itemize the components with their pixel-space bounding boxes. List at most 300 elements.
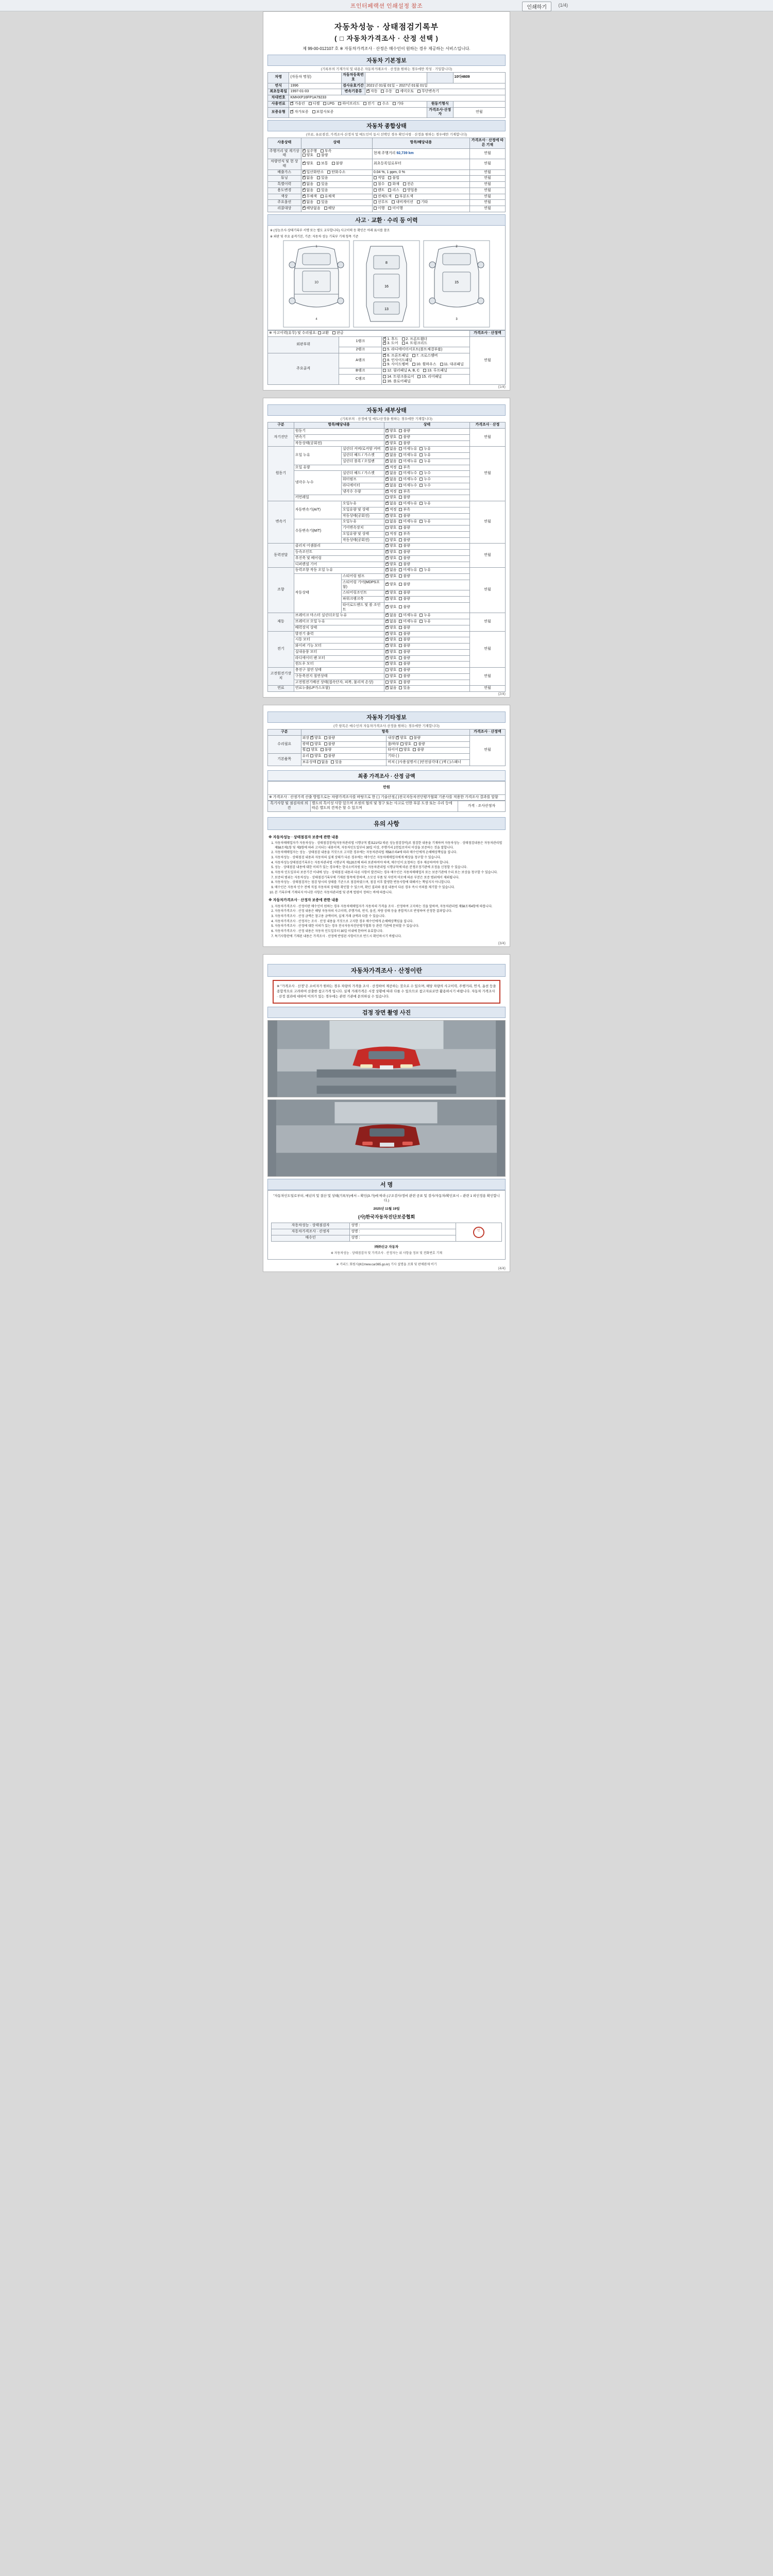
row-label-year: 차량연식 및 현 상태 bbox=[268, 159, 301, 170]
el-blower-bad[interactable]: 불량 bbox=[399, 650, 410, 655]
detail-state-blower bbox=[384, 649, 469, 655]
label-vin: 차대번호 bbox=[268, 95, 289, 101]
at-qty-ok[interactable]: ✓ 적정 bbox=[385, 508, 397, 513]
hv-batt-bad[interactable]: 불량 bbox=[399, 674, 410, 679]
cool-pump-leak[interactable]: 누수 bbox=[419, 478, 431, 482]
fuel-opt-gasoline[interactable]: ✓ 가솔린 bbox=[290, 102, 305, 107]
panel-item-fender[interactable]: 2. 프론트휀더 bbox=[402, 337, 428, 342]
other-item-polish: 광택 양호 불량 bbox=[301, 741, 386, 748]
cool-qty-low[interactable]: 부족 bbox=[399, 490, 410, 495]
car-diagram-front bbox=[283, 240, 350, 328]
detail-sub-block: 실린더 블록 / 오일팬 bbox=[341, 459, 384, 465]
detail-state-booster bbox=[384, 625, 469, 631]
usechange-opt-yes[interactable]: 있음 bbox=[317, 189, 328, 193]
st-crank-bad[interactable]: 불량 bbox=[399, 597, 410, 602]
recall-opt-na[interactable]: ✓ 해당없음 bbox=[303, 207, 321, 211]
panel-item-door[interactable]: ✓3. 도어 bbox=[383, 342, 398, 346]
panel-item-inside[interactable]: 8. 인사이드패널 bbox=[383, 359, 412, 363]
recall-notdone[interactable]: 미이행 bbox=[388, 207, 402, 211]
color-part[interactable]: 부분도색 bbox=[395, 195, 413, 199]
panel-item-roof[interactable]: 13. 루프패널 bbox=[423, 369, 447, 374]
notice-item: 10. 본 기록부에 기재되지 아니한 사항은 자동차관리법 및 관계 법령이 정하는 바에 따릅니다. bbox=[275, 891, 505, 895]
st-pump-bad[interactable]: 불량 bbox=[399, 574, 410, 579]
st-tierod-bad[interactable]: 불량 bbox=[399, 605, 410, 610]
at-idle-bad[interactable]: 불량 bbox=[399, 514, 410, 519]
warranty-opt-self[interactable]: ✓ 자가보증 bbox=[290, 110, 308, 115]
el-blower-good[interactable]: ✓ 양호 bbox=[385, 650, 397, 655]
panel-item-hood[interactable]: ✓1. 후드 bbox=[383, 337, 398, 342]
br-master-leak[interactable]: 누유 bbox=[419, 614, 431, 618]
hv-wire-good[interactable]: 양호 bbox=[385, 681, 397, 685]
detail-state-wiper bbox=[384, 643, 469, 650]
value-inspector: 연월 bbox=[453, 107, 505, 118]
section-detail-note: (기록부의 · 산정에 및 매도/산정을 원하는 경우에만 기재합니다) bbox=[341, 417, 432, 421]
eng-oilqty-ok[interactable]: ✓ 적정 bbox=[385, 466, 397, 470]
sd-engine-good[interactable]: ✓ 양호 bbox=[385, 429, 397, 434]
label-regnum2 bbox=[427, 73, 453, 83]
eng-oilqty-low[interactable]: 부족 bbox=[399, 466, 410, 470]
hv-charge-bad[interactable]: 불량 bbox=[399, 668, 410, 673]
sd-trans-good[interactable]: ✓ 양호 bbox=[385, 435, 397, 440]
option-opt-none[interactable]: ✓ 없음 bbox=[303, 200, 314, 205]
at-leak-none[interactable]: ✓ 없음 bbox=[385, 502, 397, 506]
br-oil-micro[interactable]: 미세누유 bbox=[399, 620, 417, 624]
detail-state-chead bbox=[384, 471, 469, 477]
option-navi[interactable]: 내비게이션 bbox=[392, 200, 413, 205]
row-label-option: 주요옵션 bbox=[268, 200, 301, 206]
row-detail-usechange bbox=[372, 188, 469, 194]
fu-leak-none[interactable]: ✓ 없음 bbox=[385, 686, 397, 691]
hv-batt-good[interactable]: 양호 bbox=[385, 674, 397, 679]
el-starter-bad[interactable]: 불량 bbox=[399, 638, 410, 642]
cool-rad-leak[interactable]: 누수 bbox=[419, 484, 431, 488]
st-leak-none[interactable]: ✓ 없음 bbox=[385, 568, 397, 573]
sd-idle-good[interactable]: ✓ 양호 bbox=[385, 442, 397, 446]
at-leak-leak[interactable]: 누유 bbox=[419, 502, 431, 506]
at-idle-good[interactable]: ✓ 양호 bbox=[385, 514, 397, 519]
svg-text:15: 15 bbox=[455, 280, 459, 284]
col-usage: 사용상태 bbox=[268, 138, 301, 149]
cool-pump-none[interactable]: ✓ 없음 bbox=[385, 478, 397, 482]
detail-price-hv: 연월 bbox=[469, 668, 505, 686]
row-price-option: 연월 bbox=[469, 200, 505, 206]
row-price-year: 연월 bbox=[469, 159, 505, 170]
panel-item-dash[interactable]: 11. 대쉬패널 bbox=[440, 363, 464, 367]
section-other-note: (각 항목은 매수인의 자동차가격조사·산정을 원하는 경우에만 기재합니다) bbox=[333, 724, 440, 728]
detail-item-psleak: 동력조향 작동 오일 누유 bbox=[294, 568, 384, 574]
el-radfan-bad[interactable]: 불량 bbox=[399, 656, 410, 661]
mt-leak-micro[interactable]: 미세누유 bbox=[399, 520, 417, 524]
value-vin: KMHXP16FP1A79233 bbox=[289, 95, 506, 101]
label-inspection: 검사유효기간 bbox=[341, 83, 365, 89]
st-crank-good[interactable]: ✓ 양호 bbox=[385, 597, 397, 602]
col-price: 가격조사 · 산정에 따른 기재 bbox=[469, 138, 505, 149]
svg-text:13: 13 bbox=[384, 307, 389, 311]
notice-item: 3. 자동차가격조사 · 산정 금액은 참고용 금액이며, 실제 거래 금액과 다를 수 있습니다. bbox=[275, 914, 505, 919]
detail-group-power: 동력전달 bbox=[268, 544, 294, 568]
transmission-opt-cvt[interactable]: 무단변속기 bbox=[417, 90, 439, 94]
row-label-color: 색상 bbox=[268, 194, 301, 200]
panel-item-wheelhouse[interactable]: 10. 휠하우스 bbox=[412, 363, 436, 367]
el-window-bad[interactable]: 불량 bbox=[399, 662, 410, 667]
sd-engine-bad[interactable]: 불량 bbox=[399, 429, 410, 434]
fuel-opt-ev[interactable]: 전기 bbox=[363, 102, 375, 107]
col-detail: 항목/해당내용 bbox=[372, 138, 469, 149]
special-flood[interactable]: 침수 bbox=[374, 182, 385, 187]
detail-state-idle bbox=[384, 440, 469, 447]
other-item-etc: 기타 ( ) bbox=[386, 754, 469, 760]
option-etc[interactable]: 기타 bbox=[417, 200, 428, 205]
detail-sub-chead: 실린더 헤드 / 가스켓 bbox=[341, 471, 384, 477]
mt-qty-ok[interactable]: 적정 bbox=[385, 532, 397, 537]
cr-good[interactable]: 양호 bbox=[385, 496, 397, 500]
detail-item-alt: 발전기 출력 bbox=[294, 631, 384, 637]
svg-text:4: 4 bbox=[315, 317, 317, 321]
ot-und-bad[interactable]: 불량 bbox=[414, 742, 425, 747]
tuning-illegal[interactable]: 불법 bbox=[388, 176, 399, 181]
sig-row-label: 매수인 bbox=[272, 1235, 350, 1241]
cool-qty-ok[interactable]: ✓ 적정 bbox=[385, 490, 397, 495]
option-opt-yes[interactable]: 있음 bbox=[317, 200, 328, 205]
br-booster-bad[interactable]: 불량 bbox=[399, 626, 410, 631]
svg-text:2: 2 bbox=[456, 245, 458, 248]
signature-date: 2025년 11월 19일 bbox=[373, 1207, 400, 1211]
page-title: 자동차성능 · 상태점검기록부 bbox=[334, 23, 439, 31]
row-state-year bbox=[301, 159, 372, 170]
st-gear-good[interactable]: ✓양호 bbox=[385, 583, 397, 587]
sd-idle-bad[interactable]: 불량 bbox=[399, 442, 410, 446]
page-indicator: (1/4) bbox=[558, 3, 568, 8]
mileage-opt-short[interactable]: 부족 bbox=[321, 149, 332, 154]
panel-item-pillar[interactable]: 12. 필러패널 A, B, C bbox=[383, 369, 419, 374]
at-qty-low[interactable]: 부족 bbox=[399, 508, 410, 513]
use-biz[interactable]: 영업용 bbox=[403, 189, 417, 193]
row-state-option bbox=[301, 200, 372, 206]
tuning-legal[interactable]: 적법 bbox=[374, 176, 385, 181]
notice-item: 7. 특기사항란에 기재된 내용은 가격조사 · 산정에 반영된 사항이므로 반드시 확인하시기 바랍니다. bbox=[275, 935, 505, 939]
br-booster-good[interactable]: ✓ 양호 bbox=[385, 626, 397, 631]
notice-heading-2: ※ 자동차가격조사 · 산정자 보증에 관한 내용 bbox=[268, 899, 339, 903]
special-opt-none[interactable]: ✓ 없음 bbox=[303, 182, 314, 187]
eng-head-none[interactable]: ✓ 없음 bbox=[385, 453, 397, 458]
notice-item: 7. 보증의 범위는 자동차성능 · 상태점검기록부에 기재된 항목에 한하며, 소모성 부품 및 자연적 마모에 따른 부분은 보증 범위에서 제외됩니다. bbox=[275, 876, 505, 880]
ot-ext-bad[interactable]: 불량 bbox=[324, 736, 335, 741]
ot-tire-bad[interactable]: 불량 bbox=[413, 748, 424, 753]
signature-table bbox=[271, 1223, 502, 1241]
ot-hold-none[interactable]: 없음 bbox=[317, 760, 329, 765]
ot-hold-yes[interactable]: 있음 bbox=[331, 760, 342, 765]
sig-row-value: 성명 : bbox=[349, 1235, 456, 1241]
el-radfan-good[interactable]: ✓ 양호 bbox=[385, 656, 397, 661]
sd-trans-bad[interactable]: 불량 bbox=[399, 435, 410, 440]
row-state-color bbox=[301, 194, 372, 200]
detail-price-engine: 연월 bbox=[469, 447, 505, 501]
st-gear-bad[interactable]: 불량 bbox=[399, 583, 410, 587]
el-window-good[interactable]: ✓ 양호 bbox=[385, 662, 397, 667]
detail-col-item: 항목/해당내용 bbox=[294, 422, 384, 429]
page-4 bbox=[263, 954, 510, 1272]
detail-state-rad bbox=[384, 483, 469, 489]
detail-state-diff bbox=[384, 562, 469, 568]
row-price-special: 연월 bbox=[469, 182, 505, 188]
value-warranty bbox=[289, 107, 427, 118]
eng-head-leak[interactable]: 누유 bbox=[419, 453, 431, 458]
notice-list-1 bbox=[275, 841, 505, 895]
detail-item-radfan: 라디에이터 팬 모터 bbox=[294, 655, 384, 662]
detail-state-window bbox=[384, 662, 469, 668]
panel-item-rearpanel[interactable]: 15. 리어패널 bbox=[417, 375, 442, 380]
detail-item-shaft: 추진축 및 베어링 bbox=[294, 555, 384, 562]
ot-pol-bad[interactable]: 불량 bbox=[324, 742, 335, 747]
other-item-underbody: 룸/하부 양호 불량 bbox=[386, 741, 469, 748]
label-year: 연식 bbox=[268, 83, 289, 89]
detail-item-commonrail: 커먼레일 bbox=[294, 495, 384, 501]
notice-heading-1: ※ 자동차성능 · 상태점검자 보증에 관한 내용 bbox=[268, 835, 339, 839]
warranty-opt-insurer[interactable]: 보험사보증 bbox=[312, 110, 334, 115]
emission-opt-co[interactable]: ✓ 일산화탄소 bbox=[303, 171, 324, 175]
st-leak-micro[interactable]: 미세누유 bbox=[399, 568, 417, 573]
mt-leak-leak[interactable]: 누유 bbox=[419, 520, 431, 524]
cool-head-leak[interactable]: 누수 bbox=[419, 471, 431, 476]
page-1-number: (1/4) bbox=[498, 385, 506, 389]
hv-charge-good[interactable]: 양호 bbox=[385, 668, 397, 673]
final-price-table bbox=[267, 781, 506, 801]
st-joint-good[interactable]: ✓ 양호 bbox=[385, 591, 397, 596]
detail-sub-head: 실린더 헤드 / 가스켓 bbox=[341, 453, 384, 459]
el-wiper-bad[interactable]: 불량 bbox=[399, 644, 410, 649]
detail-group-engine: 원동기 bbox=[268, 447, 294, 501]
detail-price-selfdiag: 연월 bbox=[469, 429, 505, 447]
mt-idle-good[interactable]: 양호 bbox=[385, 538, 397, 543]
other-group-repair: 수리필요 bbox=[268, 735, 301, 753]
mt-leak-none[interactable]: 없음 bbox=[385, 520, 397, 524]
legend-sheet: 판금 bbox=[332, 331, 344, 336]
el-alt-good[interactable]: ✓ 양호 bbox=[385, 632, 397, 637]
cool-rad-micro[interactable]: 미세누수 bbox=[399, 484, 417, 488]
panel-item-frontpanel[interactable]: ✓6. 프론트패널 bbox=[383, 354, 409, 359]
pw-clutch-bad[interactable]: 불량 bbox=[399, 544, 410, 549]
mt-qty-low[interactable]: 부족 bbox=[399, 532, 410, 537]
cool-head-none[interactable]: ✓ 없음 bbox=[385, 471, 397, 476]
detail-sub-mtqty: 오일유량 및 상태 bbox=[341, 531, 384, 537]
pw-diff-good[interactable]: ✓ 양호 bbox=[385, 563, 397, 567]
st-tierod-good[interactable]: ✓양호 bbox=[385, 605, 397, 610]
detail-state-pump bbox=[384, 477, 469, 483]
panel-item-side[interactable]: 9. 사이드멤버 bbox=[383, 363, 409, 367]
detail-group-steer: 조향 bbox=[268, 568, 294, 613]
pw-cv-good[interactable]: ✓ 양호 bbox=[385, 550, 397, 555]
notice-item: 2. 자동차가격조사 · 산정 내용은 해당 자동차의 사고이력, 주행거리, 연식, 옵션, 차량 상태 등을 종합적으로 반영하여 산정한 결과입니다. bbox=[275, 909, 505, 914]
cool-head-micro[interactable]: 미세누수 bbox=[399, 471, 417, 476]
year-opt-good[interactable]: ✓양호 bbox=[303, 162, 314, 166]
pw-cv-bad[interactable]: 불량 bbox=[399, 550, 410, 555]
hv-wire-bad[interactable]: 불량 bbox=[399, 681, 410, 685]
other-col-item: 항목 bbox=[301, 730, 469, 736]
fuel-opt-h2[interactable]: 수소 bbox=[378, 102, 389, 107]
detail-state-atidle bbox=[384, 513, 469, 519]
detail-item-battery: 구동축전지 절연상태 bbox=[294, 673, 384, 680]
detail-state-fuelleak bbox=[384, 686, 469, 692]
panel-item-trunk[interactable]: 4. 트렁크리드 bbox=[402, 342, 428, 346]
detail-item-brakeoil: 브레이크 오일 누유 bbox=[294, 619, 384, 625]
accident-note-2: ※ 외판 및 주요 골격기본, 기준: 자동차 성능 기록부 기재 항목 기준 bbox=[270, 235, 359, 239]
detail-sub-cover: 실린더 커버/로커암 커버 bbox=[341, 447, 384, 453]
st-pump-good[interactable]: ✓ 양호 bbox=[385, 574, 397, 579]
row-label-emission: 배출가스 bbox=[268, 170, 301, 176]
usechange-opt-none[interactable]: ✓ 없음 bbox=[303, 189, 314, 193]
panel-item-trunkfloor[interactable]: 14. 트렁크플로어 bbox=[383, 375, 414, 380]
panel-item-cross[interactable]: 7. 크로스멤버 bbox=[412, 354, 438, 359]
fuel-opt-diesel[interactable]: 디젤 bbox=[309, 102, 320, 107]
detail-group-selfdiag: 자기진단 bbox=[268, 429, 294, 447]
fu-leak-yes[interactable]: 있음 bbox=[399, 686, 410, 691]
ot-pol-good[interactable]: 양호 bbox=[310, 742, 322, 747]
detail-sub-atleak: 오일누유 bbox=[341, 501, 384, 507]
fuel-opt-etc[interactable]: 기타 bbox=[393, 102, 404, 107]
ot-whl-good[interactable]: 양호 bbox=[307, 748, 318, 753]
detail-group-fuel: 연료 bbox=[268, 686, 294, 692]
detail-item-oilqty: 오일 유량 bbox=[294, 465, 384, 471]
ot-int-good[interactable]: ✓양호 bbox=[396, 736, 407, 741]
eng-cover-leak[interactable]: 누유 bbox=[419, 447, 431, 452]
row-price-recall: 연월 bbox=[469, 206, 505, 212]
row-state-special bbox=[301, 182, 372, 188]
section-basic-note: (기록부의 기재가치 및 내용은 자동차거래조사 · 산정을 원하는 경우에만 작성 · 기입합니다) bbox=[321, 67, 452, 71]
eng-block-none[interactable]: ✓ 없음 bbox=[385, 460, 397, 464]
fuel-opt-lpg[interactable]: LPG bbox=[323, 102, 334, 107]
color-opt-chroma[interactable]: 유채색 bbox=[321, 195, 335, 199]
transmission-opt-auto[interactable]: ✓ 자동 bbox=[366, 90, 378, 94]
pw-shaft-bad[interactable]: 불량 bbox=[399, 556, 410, 561]
cool-rad-none[interactable]: ✓ 없음 bbox=[385, 484, 397, 488]
recall-opt-yes[interactable]: 해당 bbox=[324, 207, 335, 211]
transmission-opt-manual[interactable]: 수동 bbox=[381, 90, 392, 94]
year-opt-bad[interactable]: 불량 bbox=[332, 162, 343, 166]
detail-group-hv: 고전원전기장치 bbox=[268, 668, 294, 686]
ot-gls-good[interactable]: 양호 bbox=[310, 754, 322, 759]
br-master-micro[interactable]: 미세누유 bbox=[399, 614, 417, 618]
fuel-opt-hybrid[interactable]: 하이브리드 bbox=[338, 102, 360, 107]
ot-und-good[interactable]: 양호 bbox=[400, 742, 412, 747]
detail-sub-stcrank: 파워크랭크축 bbox=[341, 597, 384, 603]
row-price-tuning: 연월 bbox=[469, 176, 505, 182]
eng-cover-micro[interactable]: 미세누유 bbox=[399, 447, 417, 452]
svg-text:3: 3 bbox=[456, 317, 458, 321]
emission-opt-hc[interactable]: 탄화수소 bbox=[327, 171, 345, 175]
br-oil-leak[interactable]: 누유 bbox=[419, 620, 431, 624]
agency-sub-note: ※ 자동차성능 · 상태점검자 및 가격조사 · 산정자는 위 사항을 정보 및 전화번호 기재 bbox=[330, 1252, 443, 1256]
eng-block-leak[interactable]: 누유 bbox=[419, 460, 431, 464]
use-rent[interactable]: 렌트 bbox=[374, 189, 385, 193]
row-label-tuning: 튜닝 bbox=[268, 176, 301, 182]
el-wiper-good[interactable]: ✓ 양호 bbox=[385, 644, 397, 649]
cr-bad[interactable]: 불량 bbox=[399, 496, 410, 500]
eng-head-micro[interactable]: 미세누유 bbox=[399, 453, 417, 458]
tuning-opt-yes[interactable]: 있음 bbox=[317, 176, 328, 181]
mt-idle-bad[interactable]: 불량 bbox=[399, 538, 410, 543]
detail-state-battery bbox=[384, 673, 469, 680]
row-price-usechange: 연월 bbox=[469, 188, 505, 194]
detail-state-oilqty bbox=[384, 465, 469, 471]
other-info-table bbox=[267, 729, 506, 766]
eng-block-micro[interactable]: 미세누유 bbox=[399, 460, 417, 464]
ot-gls-bad[interactable]: 불량 bbox=[324, 754, 335, 759]
ot-whl-bad[interactable]: 불량 bbox=[321, 748, 332, 753]
pw-diff-bad[interactable]: 불량 bbox=[399, 563, 410, 567]
use-lease[interactable]: 리스 bbox=[388, 189, 399, 193]
special-opt-yes[interactable]: 있음 bbox=[317, 182, 328, 187]
color-full[interactable]: 전체도색 bbox=[374, 195, 392, 199]
ot-ext-good[interactable]: ✓양호 bbox=[310, 736, 322, 741]
st-leak-leak[interactable]: 누유 bbox=[419, 568, 431, 573]
el-alt-bad[interactable]: 불량 bbox=[399, 632, 410, 637]
ot-tire-good[interactable]: 양호 bbox=[399, 748, 411, 753]
remarks-label: 특기사항 및 점검자의 의견 bbox=[268, 801, 311, 812]
at-leak-micro[interactable]: 미세누유 bbox=[399, 502, 417, 506]
detail-state-stjoint bbox=[384, 590, 469, 597]
el-starter-good[interactable]: ✓ 양호 bbox=[385, 638, 397, 642]
recall-done[interactable]: 이행 bbox=[374, 207, 385, 211]
tuning-opt-none[interactable]: ✓ 없음 bbox=[303, 176, 314, 181]
panel-legend-text: ※ 사고이력(유무) 및 수리필요: bbox=[269, 331, 318, 335]
pw-clutch-good[interactable]: ✓ 양호 bbox=[385, 544, 397, 549]
cool-pump-micro[interactable]: 미세누수 bbox=[399, 478, 417, 482]
value-fuel bbox=[289, 101, 427, 107]
notice-item: 3. 자동차성능 · 상태점검 내용과 자동차의 실제 상태가 다른 경우에는 매수인은 자동차매매업자에게 배상을 청구할 수 있습니다. bbox=[275, 856, 505, 860]
color-opt-achroma[interactable]: ✓ 무채색 bbox=[303, 195, 317, 199]
sig-row-label: 자동차성능 · 상태점검자 bbox=[272, 1223, 350, 1229]
value-carname: (자동차 명칭) bbox=[289, 73, 341, 83]
mt-gear-bad[interactable]: 불량 bbox=[399, 526, 410, 531]
pw-shaft-good[interactable]: ✓ 양호 bbox=[385, 556, 397, 561]
value-transmission bbox=[365, 89, 505, 95]
eng-cover-none[interactable]: ✓ 없음 bbox=[385, 447, 397, 452]
row-state-emission bbox=[301, 170, 372, 176]
year-opt-normal[interactable]: 보통 bbox=[317, 162, 328, 166]
mileage-opt-real[interactable]: ✓실주행 bbox=[303, 149, 317, 154]
detail-state-atleak bbox=[384, 501, 469, 507]
detail-state-cv bbox=[384, 550, 469, 556]
br-oil-none[interactable]: ✓ 없음 bbox=[385, 620, 397, 624]
mt-gear-good[interactable]: 양호 bbox=[385, 526, 397, 531]
detail-state-mtqty bbox=[384, 531, 469, 537]
panel-item-floor[interactable]: 16. 플로어패널 bbox=[383, 380, 411, 384]
mileage-opt-bad[interactable]: 불량 bbox=[317, 154, 328, 158]
print-button[interactable]: 인쇄하기 bbox=[522, 2, 551, 11]
st-joint-bad[interactable]: 불량 bbox=[399, 591, 410, 596]
other-col-group: 구분 bbox=[268, 730, 301, 736]
detail-state-stcrank bbox=[384, 597, 469, 603]
special-fire[interactable]: 화재 bbox=[388, 182, 399, 187]
transmission-opt-semi[interactable]: 세미오토 bbox=[396, 90, 414, 94]
panel-group-frame: 주요골격 bbox=[268, 353, 339, 385]
option-sunroof[interactable]: 선루프 bbox=[374, 200, 388, 205]
detail-state-atqty bbox=[384, 507, 469, 513]
notice-item: 8. 자동차성능 · 상태점검자는 점검 당시의 상태를 기준으로 점검하였으며, 점검 이후 발생한 변동사항에 대해서는 책임지지 아니합니다. bbox=[275, 880, 505, 885]
detail-state-coolqty bbox=[384, 489, 469, 495]
final-price-amount: 만원 bbox=[268, 781, 506, 794]
br-master-none[interactable]: ✓ 없음 bbox=[385, 614, 397, 618]
page4-footer: ※ 카리드 회원사(KCmww.car365.go.kr) 기사 설명을 조회 및 판매완제 비기 bbox=[336, 1263, 437, 1267]
panel-rank-table bbox=[267, 330, 506, 385]
panel-item-radiator[interactable]: 5. 라디에이터서포트(볼트체결부품) bbox=[383, 348, 442, 352]
mileage-opt-good[interactable]: 양호 bbox=[303, 154, 314, 158]
signature-note: "자동차인도일로부터, 매년의 및 결산 및 상태(기록부)에서 – 확인(3.가)에 따라 (구조검사/정비 관련 공표 및 검사/자동차/확인표시 – 관련 1 피인정용 확인합니다.) bbox=[273, 1194, 500, 1203]
ot-int-bad[interactable]: 불량 bbox=[410, 736, 421, 741]
detail-state-mtidle bbox=[384, 537, 469, 544]
value-engine bbox=[453, 101, 505, 107]
special-total[interactable]: 전손 bbox=[403, 182, 414, 187]
